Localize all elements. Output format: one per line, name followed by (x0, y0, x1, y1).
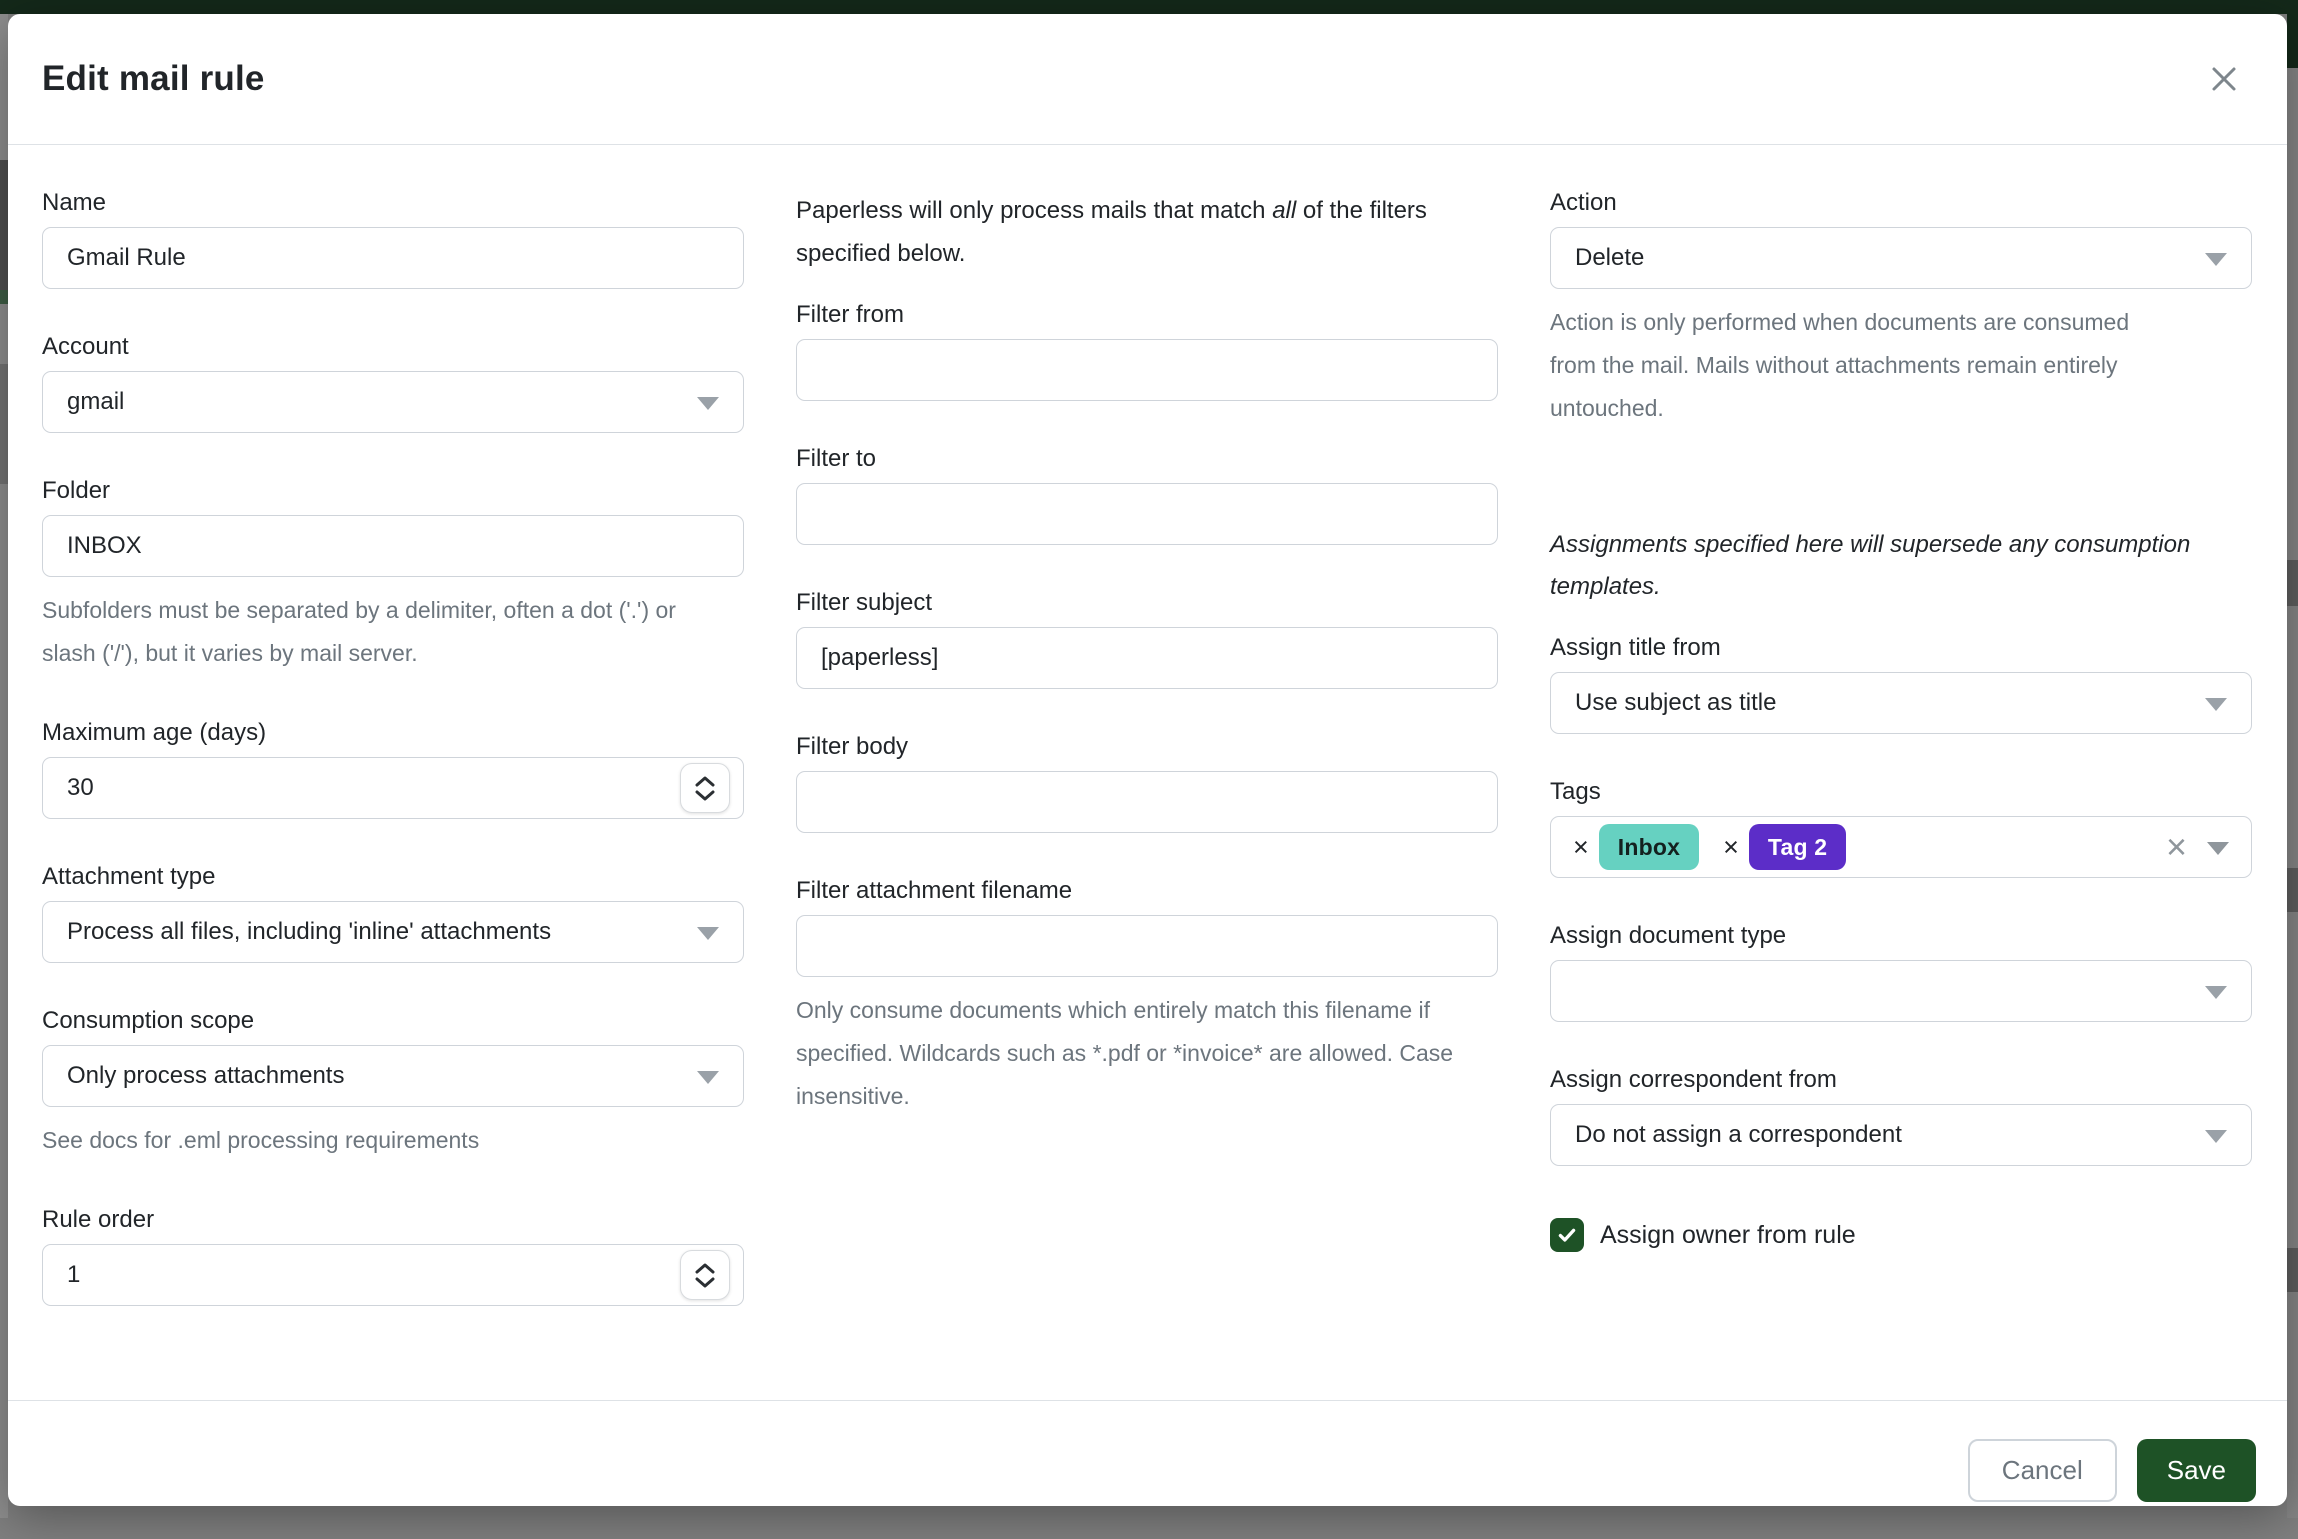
assign-title-from-select[interactable] (1550, 672, 2252, 734)
filter-attachment-help-text: Only consume documents which entirely match this filename if specified. Wildcards such as *.pdf or *invoice* are allowed. Case insensitive. (796, 997, 1454, 1109)
assign-correspondent-label: Assign correspondent from (1550, 1066, 1837, 1093)
field-filter-subject (796, 589, 1498, 689)
edit-mail-rule-dialog (8, 14, 2287, 1506)
assignments-note-text: Assignments specified here will supersede any consumption templates. (1550, 531, 2191, 600)
number-stepper-icon[interactable] (680, 763, 730, 813)
backdrop-fragment (2287, 1248, 2298, 1292)
rule-order-field (42, 1244, 744, 1306)
assign-document-type-select[interactable] (1550, 960, 2252, 1022)
close-icon (2207, 84, 2241, 99)
action-label: Action (1550, 189, 1617, 216)
filters-intro-text: Paperless will only process mails that match all of the filters specified below. (796, 197, 1427, 267)
name-label: Name (42, 189, 107, 216)
filter-body-label: Filter body (796, 733, 909, 760)
consumption-scope-select-value: Only process attachments (67, 1062, 345, 1089)
filter-from-label: Filter from (796, 301, 904, 328)
caret-down-icon[interactable] (2207, 842, 2229, 855)
caret-down-icon (2205, 253, 2227, 266)
cancel-button[interactable]: Cancel (1968, 1439, 2117, 1502)
account-select-value: gmail (67, 388, 125, 415)
name-input[interactable] (42, 227, 744, 289)
field-name (42, 189, 744, 289)
column-filters (796, 189, 1498, 1350)
maximum-age-input[interactable] (42, 757, 744, 819)
account-select[interactable] (42, 371, 744, 433)
folder-help-text: Subfolders must be separated by a delimiter, often a dot ('.') or slash ('/'), but it varies by mail server. (42, 597, 676, 666)
field-folder (42, 477, 744, 675)
attachment-type-select[interactable] (42, 901, 744, 963)
folder-label: Folder (42, 477, 111, 504)
backdrop-fragment (2287, 560, 2298, 606)
remove-tag-icon[interactable]: × (1573, 831, 1589, 862)
clear-tags-icon[interactable]: × (2165, 826, 2187, 867)
caret-down-icon (697, 397, 719, 410)
close-button[interactable] (2201, 56, 2247, 102)
consumption-scope-select[interactable] (42, 1045, 744, 1107)
assign-owner-checkbox[interactable] (1550, 1218, 1584, 1252)
field-consumption-scope (42, 1007, 744, 1162)
dialog-body (8, 145, 2287, 1400)
consumption-scope-label: Consumption scope (42, 1007, 255, 1034)
tag-pill-tag2: Tag 2 (1749, 824, 1846, 870)
dialog-title: Edit mail rule (42, 59, 265, 98)
assign-document-type-label: Assign document type (1550, 922, 1787, 949)
attachment-type-label: Attachment type (42, 863, 216, 890)
maximum-age-label: Maximum age (days) (42, 719, 267, 746)
assign-title-from-label: Assign title from (1550, 634, 1721, 661)
checkmark-icon (1556, 1224, 1578, 1246)
field-attachment-type (42, 863, 744, 963)
field-account (42, 333, 744, 433)
field-assign-correspondent (1550, 1066, 2252, 1166)
maximum-age-field (42, 757, 744, 819)
folder-input[interactable] (42, 515, 744, 577)
column-rule-settings (42, 189, 744, 1350)
tag-pill-inbox: Inbox (1599, 824, 1699, 870)
backdrop-fragment (0, 290, 8, 304)
field-action (1550, 189, 2252, 430)
field-assign-title-from (1550, 634, 2252, 734)
field-rule-order (42, 1206, 744, 1306)
tags-label: Tags (1550, 778, 1601, 805)
action-select-value: Delete (1575, 244, 1645, 271)
rule-order-label: Rule order (42, 1206, 155, 1233)
filter-body-input[interactable] (796, 771, 1498, 833)
account-label: Account (42, 333, 129, 360)
number-stepper-icon[interactable] (680, 1250, 730, 1300)
filter-attachment-filename-input[interactable] (796, 915, 1498, 977)
field-filter-from (796, 301, 1498, 401)
filter-to-label: Filter to (796, 445, 877, 472)
save-button[interactable]: Save (2137, 1439, 2256, 1502)
backdrop-fragment (0, 364, 8, 484)
backdrop-fragment (0, 160, 8, 290)
action-select[interactable] (1550, 227, 2252, 289)
caret-down-icon (697, 927, 719, 940)
filter-subject-label: Filter subject (796, 589, 933, 616)
consumption-scope-help-text: See docs for .eml processing requirements (42, 1127, 480, 1153)
filter-subject-input[interactable] (796, 627, 1498, 689)
backdrop-fragment (2287, 0, 2298, 68)
field-assign-document-type (1550, 922, 2252, 1022)
attachment-type-select-value: Process all files, including 'inline' attachments (67, 918, 552, 945)
column-actions (1550, 189, 2252, 1350)
filter-to-input[interactable] (796, 483, 1498, 545)
backdrop-fragment (2287, 868, 2298, 912)
caret-down-icon (697, 1071, 719, 1084)
caret-down-icon (2205, 698, 2227, 711)
field-filter-body (796, 733, 1498, 833)
dialog-header (8, 14, 2287, 145)
caret-down-icon (2205, 1130, 2227, 1143)
field-tags (1550, 778, 2252, 878)
dialog-footer (8, 1400, 2287, 1539)
filter-from-input[interactable] (796, 339, 1498, 401)
field-filter-attachment-filename (796, 877, 1498, 1118)
backdrop-right (2287, 0, 2298, 1518)
assign-owner-label: Assign owner from rule (1600, 1220, 1856, 1249)
filter-attachment-filename-label: Filter attachment filename (796, 877, 1073, 904)
assign-correspondent-select-value: Do not assign a correspondent (1575, 1121, 1902, 1148)
dimmed-navbar (0, 0, 2298, 14)
rule-order-input[interactable] (42, 1244, 744, 1306)
assign-correspondent-select[interactable] (1550, 1104, 2252, 1166)
field-filter-to (796, 445, 1498, 545)
assign-title-from-select-value: Use subject as title (1575, 689, 1777, 716)
field-maximum-age (42, 719, 744, 819)
tags-multiselect[interactable] (1550, 816, 2252, 878)
backdrop-left (0, 14, 8, 1518)
field-assign-owner (1550, 1218, 2252, 1252)
caret-down-icon (2205, 986, 2227, 999)
action-help-text: Action is only performed when documents are consumed from the mail. Mails without attachments remain entirely untouched. (1550, 309, 2130, 421)
remove-tag-icon[interactable]: × (1723, 831, 1739, 862)
